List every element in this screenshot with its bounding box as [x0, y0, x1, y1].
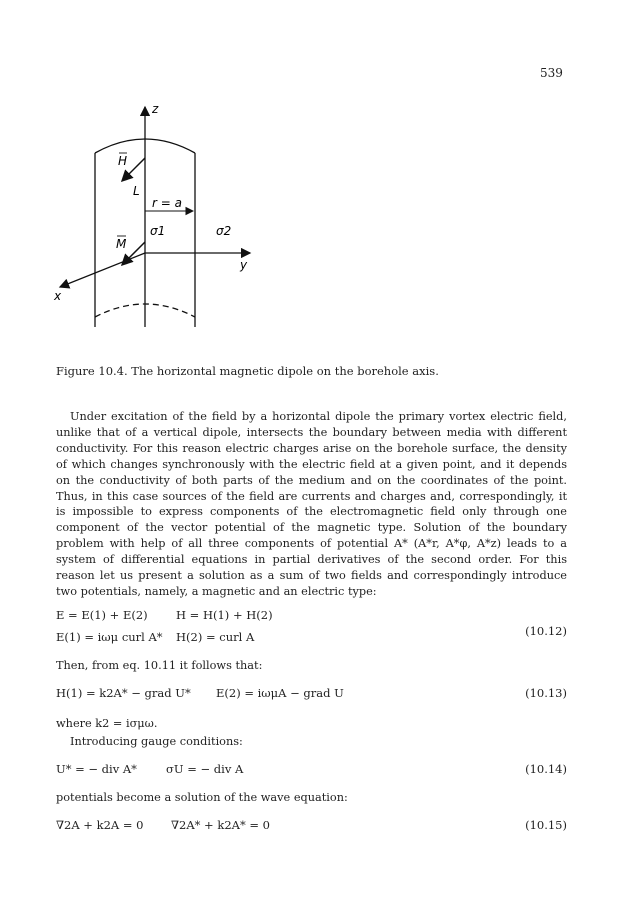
body-paragraph-1: Under excitation of the field by a horizontal dipole the primary vortex electric field, unlike that of a vertical dipole, intersects the boundary between media with different conductivity. For this reason electric charges arise on the borehole surface, the density of which changes synchronously with the electric field at a given point, and it depends on the conductivity of both parts of the medium and on the coordinates of the point. Thus, in this case sources of the field are currents and charges and, correspondingly, it is impossible to express components of the electromagnetic field only through one component of the vector potential of the magnetic type. Solution of the boundary problem with help of all three components of potential A* (A*r, A*φ, A*z) leads to a system of differential equations in partial derivatives of the second order. For this reason let us present a solution as a sum of two fields and correspondingly introduce two potentials, namely, a magnetic and an electric type:: [56, 410, 567, 598]
equation-10-14: [56, 762, 567, 780]
equation-10-15: [56, 818, 567, 836]
eq-10-12-h-sum: H = H(1) + H(2): [176, 608, 273, 622]
eq-10-13-left: H(1) = k2A* − grad U*: [56, 686, 191, 700]
x-axis: [60, 253, 145, 287]
eq-10-14-right: σU = − div A: [166, 762, 244, 776]
eq-10-15-right: ∇2A* + k2A* = 0: [171, 818, 270, 832]
page-number: 539: [540, 66, 563, 80]
label-l: L: [133, 184, 140, 198]
where-text: where k2 = iσμω.: [56, 717, 158, 730]
eq-10-12-number: (10.12): [525, 624, 567, 638]
gauge-text: Introducing gauge conditions:: [70, 735, 243, 748]
potentials-text: potentials become a solution of the wave equation:: [56, 791, 348, 804]
figure-caption: Figure 10.4. The horizontal magnetic dipole on the borehole axis.: [56, 364, 439, 378]
label-r: r = a: [152, 196, 182, 210]
eq-10-14-left: U* = − div A*: [56, 762, 137, 776]
eq-10-12-h2: H(2) = curl A: [176, 630, 255, 644]
label-y: y: [240, 258, 248, 272]
label-x: x: [54, 289, 62, 303]
label-z: z: [152, 102, 159, 116]
eq-10-15-left: ∇2A + k2A = 0: [56, 818, 144, 832]
figure-borehole-dipole: [40, 95, 280, 345]
eq-10-13-number: (10.13): [525, 686, 567, 700]
eq-10-12-e-sum: E = E(1) + E(2): [56, 608, 148, 622]
eq-10-15-number: (10.15): [525, 818, 567, 832]
equation-10-13: [56, 686, 567, 704]
borehole-diagram: [40, 95, 280, 345]
label-sigma2: σ2: [216, 224, 232, 238]
label-sigma1: σ1: [150, 224, 166, 238]
eq-10-12-e1: E(1) = iωμ curl A*: [56, 630, 163, 644]
label-m: M: [116, 237, 127, 251]
eq-10-13-right: E(2) = iωμA − grad U: [216, 686, 344, 700]
then-text: Then, from eq. 10.11 it follows that:: [56, 659, 263, 672]
eq-10-14-number: (10.14): [525, 762, 567, 776]
label-h: H: [118, 154, 128, 168]
